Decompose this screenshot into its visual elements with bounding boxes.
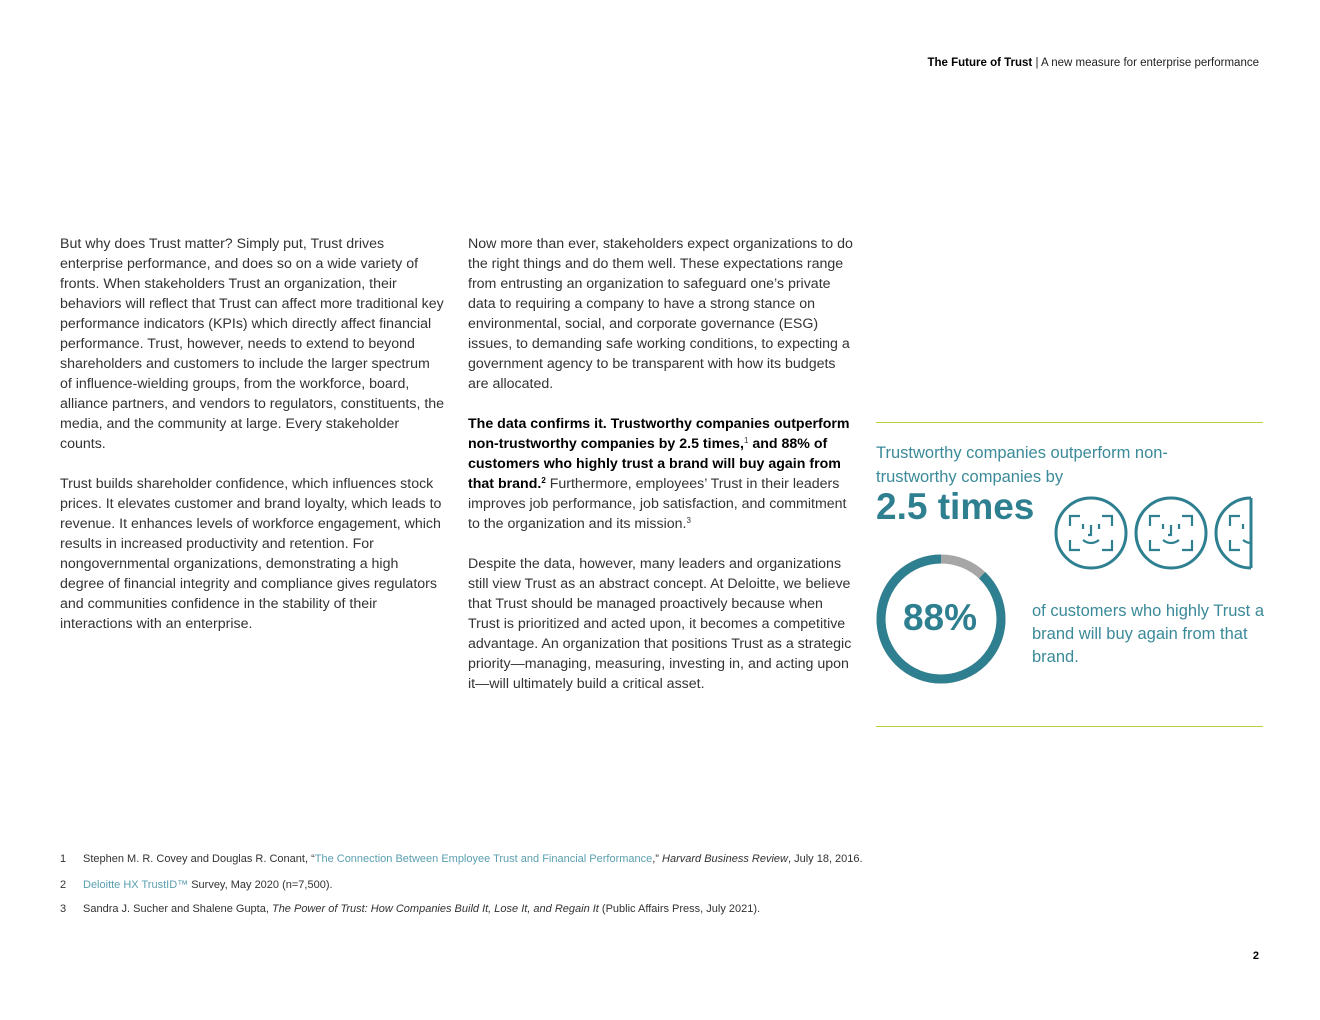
divider-top [876,422,1263,423]
header-title: The Future of Trust [927,57,1033,69]
footnote-number: 2 [60,879,67,891]
paragraph: Now more than ever, stakeholders expect organizations to do the right things and do them well. These expectations range from entrusting an organization to safeguard one’s private data to requiring a company to have a strong stance on environmental, social, and corporate governance (ESG) issues, to demanding safe working conditions, to expecting a government agency to be transparent with how its budgets are allocated. [468,236,853,392]
footnote-text: , July 18, 2016. [787,853,863,865]
footnote-ref: 3 [686,516,691,525]
header-subtitle: A new measure for enterprise performance [1041,57,1259,69]
paragraph: But why does Trust matter? Simply put, Trust drives enterprise performance, and does so on a wide variety of fronts. When stakeholders Trust an organization, their behaviors will reflect that Trust can affect more traditional key performance indicators (KPIs) which directly affect financial performance. Trust, however, needs to extend to beyond shareholders and customers to include the larger spectrum of influence-wielding groups, from the workforce, board, alliance partners, and vendors to regulators, constituents, the media, and the community at large. Every stakeholder counts. [60,236,445,452]
key-finding-bold: The data confirms it. Trustworthy companies outperform non-trustworthy companies by 2.5 times, [468,416,850,452]
footnote-link[interactable]: Deloitte HX TrustID™ [83,879,189,891]
footnote-3 [60,903,760,915]
key-finding-bold: and 88% of customers who highly trust a brand will buy again from that brand. [468,436,841,492]
paragraph: Despite the data, however, many leaders and organizations still view Trust as an abstract concept. At Deloitte, we believe that Trust should be managed proactively because when Trust is prioritized and acted upon, it becomes a competitive advantage. An organization that positions Trust as a strategic priority—managing, measuring, investing in, and acting upon it—will ultimately build a critical asset. [468,556,852,692]
footnote-publication: The Power of Trust: How Companies Build It, Lose It, and Regain It [271,903,599,915]
donut-percent-label: 88% [902,597,978,638]
footnote-number: 1 [60,853,67,865]
footnote-link[interactable]: The Connection Between Employee Trust and Financial Performance [314,853,653,865]
faces-pictogram [1054,496,1254,572]
face-icon [1134,496,1208,570]
running-header [927,57,1259,69]
footnote-ref: 1 [743,436,749,445]
footnote-text: Sandra J. Sucher and Shalene Gupta, [83,903,272,915]
footnote-text: (Public Affairs Press, July 2021). [598,903,761,915]
left-column [60,234,445,654]
page-number: 2 [1252,950,1259,962]
header-separator: | [1035,57,1039,69]
face-icon [1054,496,1128,570]
footnote-1 [60,853,863,865]
footnote-text: ,” [652,853,659,865]
stat-multiplier: 2.5 times [876,486,1035,527]
stat-trustworthy-text: Trustworthy companies outperform non-trustworthy companies by [876,444,1168,486]
paragraph-key-finding [468,414,853,534]
footnote-number: 3 [60,903,67,915]
footnote-2 [60,879,333,891]
footnote-text: Stephen M. R. Covey and Douglas R. Conant, “ [83,853,315,865]
stat-customers-text: of customers who highly Trust a brand will buy again from that brand. [1032,602,1265,666]
footnote-text: Survey, May 2020 (n=7,500). [188,879,333,891]
paragraph-text: Furthermore, employees’ Trust in their leaders improves job performance, job satisfaction, and commitment to the organization and its mission. [468,476,847,532]
middle-column [468,234,853,714]
half-face-icon [1214,496,1254,570]
footnote-ref: 2 [541,476,546,485]
divider-bottom [876,726,1263,727]
footnote-publication: Harvard Business Review [658,853,788,865]
paragraph: Trust builds shareholder confidence, which influences stock prices. It elevates customer and brand loyalty, which leads to revenue. It enhances levels of workforce engagement, which results in increased productivity and retention. For nongovernmental organizations, demonstrating a high degree of financial integrity and compliance gives regulators and communities confidence in the stability of their interactions with an enterprise. [60,476,442,632]
